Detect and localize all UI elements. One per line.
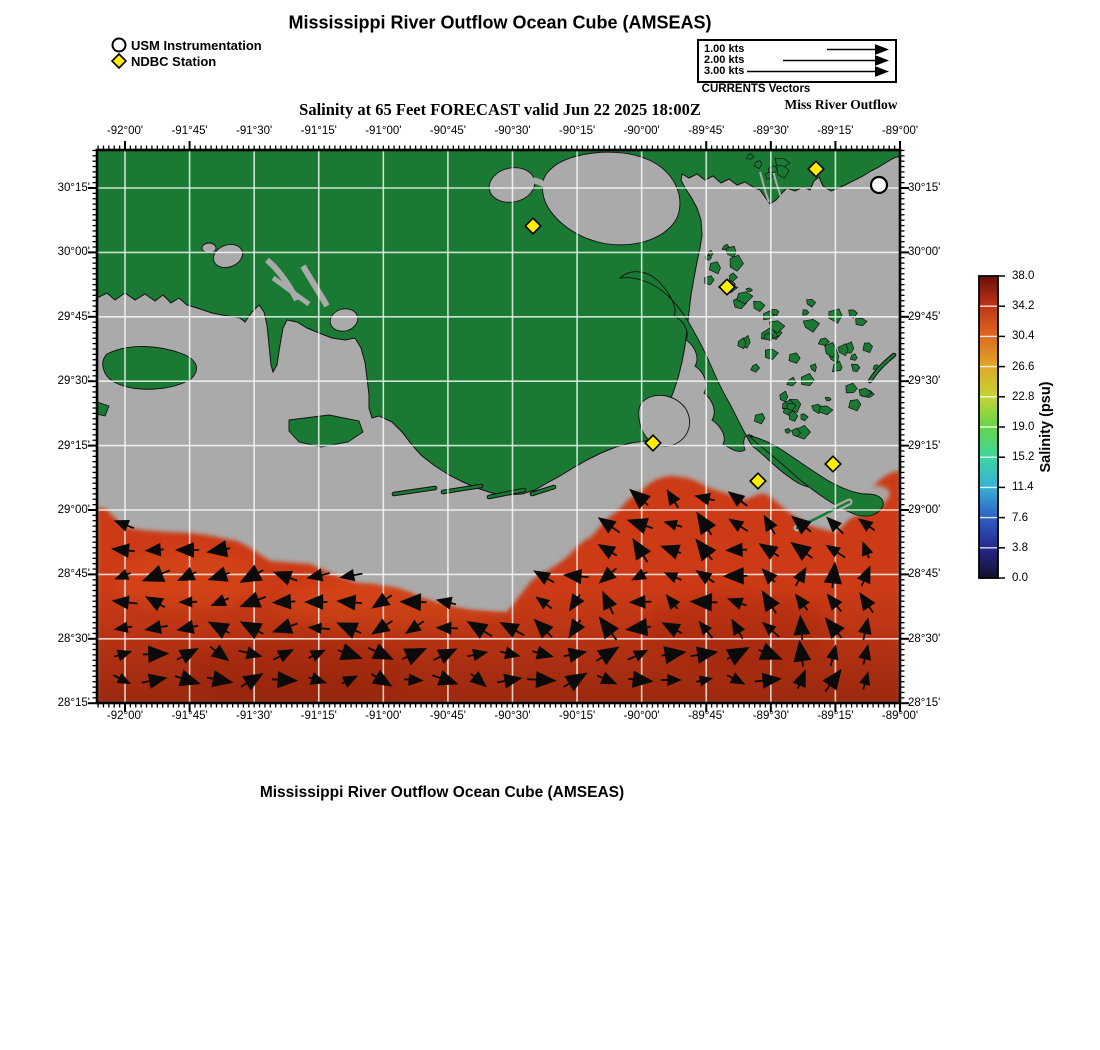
forecast-map — [85, 138, 912, 715]
ndbc-diamond-icon — [110, 53, 128, 69]
lon-tick-label: -90°45' — [429, 710, 467, 722]
colorbar-tick-label: 30.4 — [1012, 330, 1035, 343]
colorbar-tick-label: 19.0 — [1012, 421, 1035, 433]
lat-tick-label: 29°00' — [908, 504, 941, 516]
lon-tick-label: -91°15' — [300, 125, 337, 137]
footer-title: Mississippi River Outflow Ocean Cube (AMSEAS) — [259, 784, 625, 801]
lat-tick-label: 30°15' — [908, 182, 941, 194]
lon-tick-label: -92°00' — [106, 710, 144, 722]
lat-tick-label: 29°45' — [908, 310, 941, 323]
lon-tick-label: -91°30' — [236, 125, 273, 137]
lon-tick-label: -90°00' — [623, 710, 660, 722]
colorbar-tick-label: 7.6 — [1012, 511, 1028, 524]
lon-tick-label: -89°00' — [881, 125, 919, 137]
lon-tick-label: -91°15' — [300, 710, 337, 722]
usm-circle-icon — [110, 37, 128, 53]
legend-label-ndbc: NDBC Station — [131, 53, 217, 69]
lon-tick-label: -89°00' — [881, 710, 919, 722]
colorbar-title: Salinity (psu) — [1038, 381, 1054, 473]
lon-tick-label: -90°15' — [558, 710, 596, 722]
lat-tick-label: 30°00' — [908, 246, 941, 259]
lat-tick-label: 28°15' — [908, 697, 941, 710]
lon-tick-label: -90°45' — [429, 125, 467, 137]
lat-tick-label: 29°00' — [57, 504, 90, 516]
lon-tick-label: -91°00' — [365, 710, 402, 722]
lat-tick-label: 30°15' — [57, 182, 90, 194]
lon-tick-label: -90°00' — [623, 125, 660, 137]
lat-tick-label: 29°30' — [908, 375, 941, 388]
lon-tick-label: -91°45' — [171, 710, 208, 722]
lon-tick-label: -91°30' — [236, 710, 273, 722]
lat-tick-label: 30°00' — [57, 246, 90, 259]
lon-tick-label: -92°00' — [106, 125, 144, 137]
lat-tick-label: 28°30' — [57, 632, 90, 645]
colorbar-tick-label: 26.6 — [1012, 360, 1035, 373]
miss-river-outflow-label: Miss River Outflow — [784, 97, 898, 112]
colorbar-tick-label: 22.8 — [1012, 390, 1035, 403]
salinity-colorbar — [975, 262, 1095, 592]
lat-tick-label: 29°30' — [57, 375, 90, 388]
lon-tick-label: -89°45' — [688, 125, 725, 137]
colorbar-tick-label: 0.0 — [1012, 572, 1028, 584]
lat-tick-label: 29°45' — [57, 310, 90, 323]
lon-tick-label: -90°15' — [558, 125, 596, 137]
lon-tick-label: -89°30' — [752, 710, 789, 722]
colorbar-tick-label: 34.2 — [1012, 300, 1035, 313]
lat-tick-label: 28°30' — [908, 632, 941, 645]
forecast-subtitle: Salinity at 65 Feet FORECAST valid Jun 22 2025 18:00Z — [299, 100, 701, 119]
lon-tick-label: -89°15' — [817, 125, 854, 137]
colorbar-tick-label: 38.0 — [1012, 270, 1035, 282]
lat-tick-label: 29°15' — [908, 439, 941, 452]
colorbar-tick-label: 3.8 — [1012, 541, 1028, 554]
lon-tick-label: -89°30' — [752, 125, 789, 137]
kts-2-label: 2.00 kts — [704, 54, 745, 66]
currents-vector-legend — [697, 39, 897, 83]
lon-tick-label: -89°15' — [817, 710, 854, 722]
lat-tick-label: 29°15' — [57, 439, 90, 452]
lon-tick-label: -91°00' — [365, 125, 402, 137]
legend-item-usm — [110, 37, 262, 53]
lat-tick-label: 28°45' — [908, 568, 941, 581]
currents-caption: CURRENTS Vectors — [701, 83, 811, 95]
marker-legend — [110, 37, 262, 69]
colorbar-tick-label: 15.2 — [1012, 451, 1035, 464]
colorbar-tick-label: 11.4 — [1012, 481, 1034, 494]
lon-tick-label: -91°45' — [171, 125, 208, 137]
legend-label-usm: USM Instrumentation — [131, 37, 262, 53]
lon-tick-label: -90°30' — [494, 125, 531, 137]
lon-tick-label: -90°30' — [494, 710, 531, 722]
kts-3-label: 3.00 kts — [704, 65, 745, 77]
usm-instrumentation-marker — [871, 177, 887, 193]
lat-tick-label: 28°45' — [57, 568, 90, 581]
legend-item-ndbc — [110, 53, 262, 69]
currents-arrow-icons — [747, 41, 895, 80]
page-title: Mississippi River Outflow Ocean Cube (AMSEAS) — [288, 12, 712, 33]
kts-1-label: 1.00 kts — [704, 43, 745, 55]
lat-tick-label: 28°15' — [57, 697, 90, 710]
lon-tick-label: -89°45' — [688, 710, 725, 722]
